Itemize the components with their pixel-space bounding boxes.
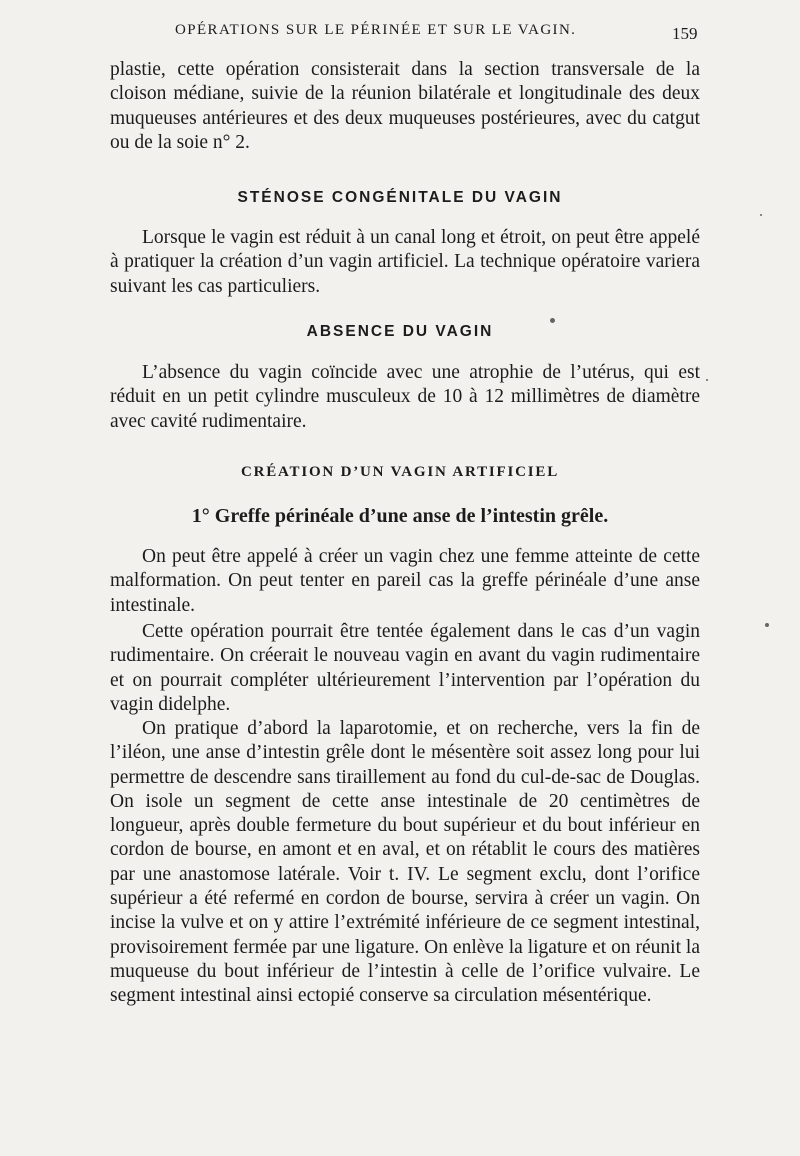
heading-greffe: 1° Greffe périnéale d’une anse de l’intestin grêle. (191, 505, 609, 527)
running-title: OPÉRATIONS SUR LE PÉRINÉE ET SUR LE VAGIN. (175, 22, 577, 38)
heading-creation: CRÉATION D’UN VAGIN ARTIFICIEL (240, 464, 560, 480)
paragraph-greffe-1: On peut être appelé à créer un vagin chez une femme atteinte de cette malformation. On peut tenter en pareil cas la greffe périnéale d’une anse intestinale. (110, 546, 700, 616)
page-number: 159 (672, 24, 698, 43)
paragraph-continuation: plastie, cette opération consisterait dans la section transversale de la cloison médiane, suivie de la réunion bilatérale et longitudinale des deux muqueuses antérieures et des deux muqueuses postérieures, avec du catgut ou de la soie n° 2. (110, 59, 700, 153)
print-speck (765, 623, 769, 627)
heading-absence: ABSENCE DU VAGIN (306, 323, 494, 340)
running-head (0, 22, 800, 46)
print-speck (550, 318, 555, 323)
print-speck (706, 379, 708, 381)
heading-stenose: STÉNOSE CONGÉNITALE DU VAGIN (237, 189, 563, 206)
paragraph-greffe-3: On pratique d’abord la laparotomie, et on recherche, vers la fin de l’iléon, une anse d’intestin grêle dont le mésentère soit assez long pour lui permettre de descendre sans tiraillement au fond du cul-de-sac de Douglas. On isole un segment de cette anse intestinale de 20 centimètres de longueur, après double fermeture du bout supérieur et du bout inférieur en cordon de bourse, en amont et en aval, et on rétablit le cours des matières par une anastomose latérale. Voir t. IV. Le segment exclu, dont l’orifice supérieur a été refermé en cordon de bourse, servira à créer un vagin. On incise la vulve et on y attire l’extrémité inférieure de ce segment intestinal, provisoirement fermée par une ligature. On enlève la ligature et on réunit la muqueuse du bout inférieur de l’intestin à celle de l’orifice vulvaire. Le segment intestinal ainsi ectopié conserve sa circulation mésentérique. (110, 718, 700, 1007)
paragraph-stenose: Lorsque le vagin est réduit à un canal long et étroit, on peut être appelé à pratiquer la création d’un vagin artificiel. La technique opératoire variera suivant les cas particuliers. (110, 227, 700, 297)
paragraph-greffe-2: Cette opération pourrait être tentée également dans le cas d’un vagin rudimentaire. On créerait le nouveau vagin en avant du vagin rudimentaire et on pourrait compléter ultérieurement l’intervention par l’opération du vagin didelphe. (110, 621, 700, 715)
print-speck (760, 214, 762, 216)
paragraph-absence: L’absence du vagin coïncide avec une atrophie de l’utérus, qui est réduit en un petit cylindre musculeux de 10 à 12 millimètres de diamètre avec cavité rudimentaire. (110, 362, 700, 432)
